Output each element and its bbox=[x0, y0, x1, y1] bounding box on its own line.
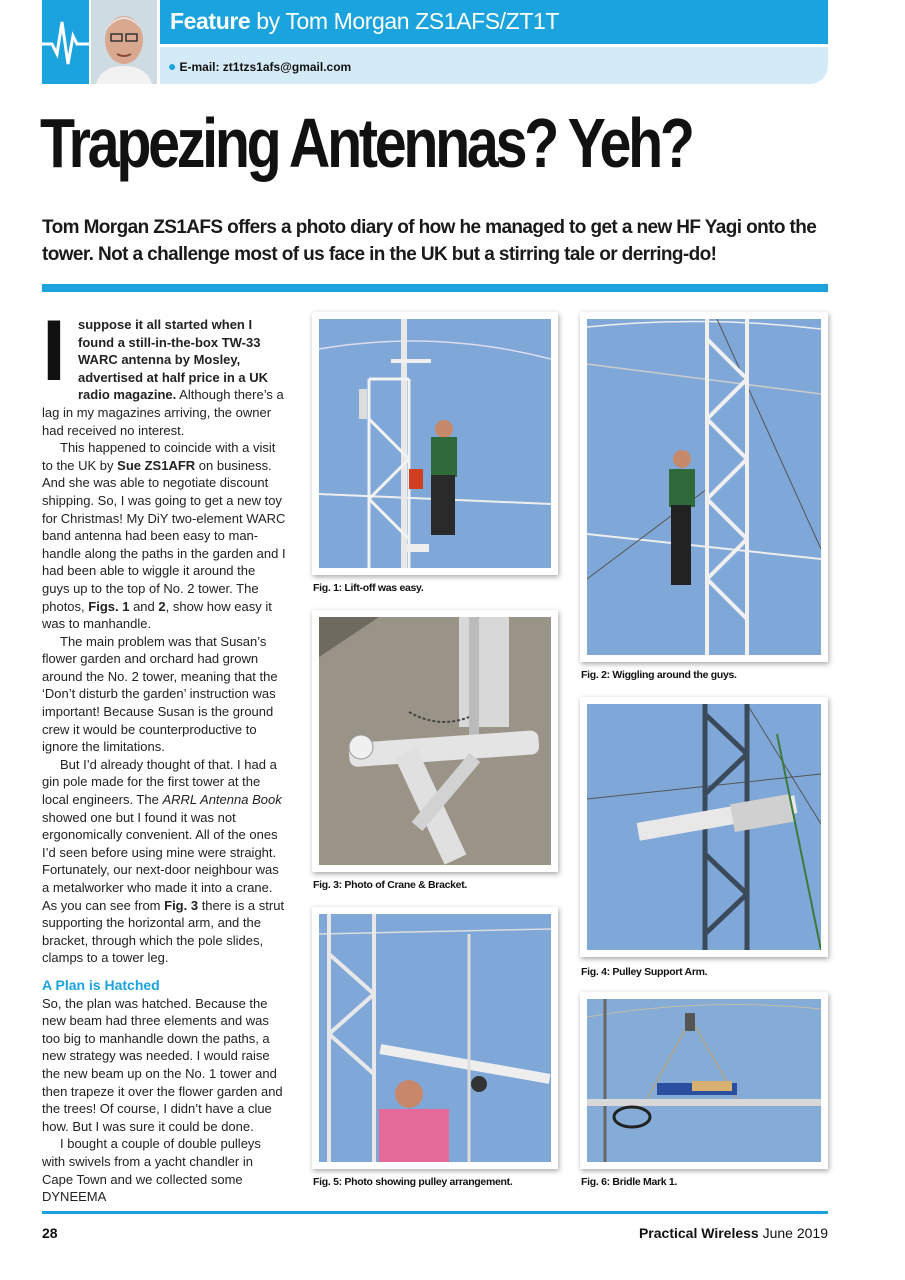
title-divider bbox=[42, 284, 828, 292]
figure-5-caption: Fig. 5: Photo showing pulley arrangement. bbox=[313, 1176, 513, 1188]
figure-5 bbox=[312, 907, 558, 1169]
drop-cap: I bbox=[42, 303, 66, 399]
author-email[interactable]: ● E-mail: zt1tzs1afs@gmail.com bbox=[168, 58, 352, 74]
contact-bar bbox=[160, 47, 828, 84]
feature-waveform-icon bbox=[42, 0, 89, 84]
bullet-icon: ● bbox=[168, 58, 177, 74]
paragraph-6: I bought a couple of double pulleys with swivels from a yacht chandler in Cape Town and we collected some DYNEEMA bbox=[42, 1136, 261, 1205]
figure-1 bbox=[312, 312, 558, 575]
footer-divider bbox=[42, 1211, 828, 1214]
author-photo bbox=[91, 0, 157, 84]
figure-3-caption: Fig. 3: Photo of Crane & Bracket. bbox=[313, 879, 468, 891]
paragraph-1: I suppose it all started when I found a still-in-the-box TW-33 WARC antenna by Mosley, advertised at half price in a UK radio magazine. Although there’s a lag in my magazines arriving, the owner had received no interest. bbox=[42, 303, 284, 438]
feature-header-bar bbox=[160, 0, 828, 44]
figure-1-photo bbox=[319, 319, 551, 568]
figure-6 bbox=[580, 992, 828, 1169]
figure-4-caption: Fig. 4: Pulley Support Arm. bbox=[581, 966, 708, 978]
feature-byline: Feature by Tom Morgan ZS1AFS/ZT1T bbox=[170, 8, 560, 34]
figure-6-photo bbox=[587, 999, 821, 1162]
subheading: A Plan is Hatched bbox=[42, 976, 160, 993]
paragraph-5: So, the plan was hatched. Because the new beam had three elements and was too big to manhandle down the paths, a new strategy was needed. I would raise the new beam up on the No. 1 tower and then trapeze it over the flower garden and the trees! Of course, I didn’t have a clue how. But I was sure it could be done. bbox=[42, 995, 283, 1134]
figure-4 bbox=[580, 697, 828, 957]
figure-2-caption: Fig. 2: Wiggling around the guys. bbox=[581, 669, 737, 681]
figure-4-photo bbox=[587, 704, 821, 950]
figure-2 bbox=[580, 312, 828, 662]
figure-3-photo bbox=[319, 617, 551, 865]
article-standfirst: Tom Morgan ZS1AFS offers a photo diary of how he managed to get a new HF Yagi onto the tower. Not a challenge most of us face in the UK but a stirring tale or derring-do! bbox=[42, 217, 817, 265]
page-number: 28 bbox=[42, 1225, 58, 1241]
article-title: Trapezing Antennas? Yeh? bbox=[40, 104, 692, 182]
paragraph-4: But I’d already thought of that. I had a gin pole made for the first tower at the local engineers. The ARRL Antenna Book showed one but I found it was not ergonomically convenient. All of the ones I’d seen before using mine were straight. Fortunately, our next-door neighbour was a metalworker who made it into a crane. As you can see from Fig. 3 there is a strut supporting the horizontal arm, and the bracket, through which the pole slides, clamps to a tower leg. bbox=[42, 756, 285, 966]
paragraph-3: The main problem was that Susan’s flower garden and orchard had grown around the No. 2 tower, meaning that the ‘Don’t disturb the garden’ instruction was important! Because Susan is the ground crew it would be counterproductive to ignore the limitations. bbox=[42, 633, 278, 755]
figure-3 bbox=[312, 610, 558, 872]
figure-6-caption: Fig. 6: Bridle Mark 1. bbox=[581, 1176, 678, 1188]
article-body bbox=[42, 303, 286, 1206]
paragraph-2: This happened to coincide with a visit to the UK by Sue ZS1AFR on business. And she was able to negotiate discount shipping. So, I was going to get a new toy for Christmas! My DiY two-element WARC band antenna had been easy to man-handle along the paths in the garden and I had been able to wiggle it around the guys up to the top of No. 2 tower. The photos, Figs. 1 and 2, show how easy it was to manhandle. bbox=[42, 440, 286, 632]
figure-2-photo bbox=[587, 319, 821, 655]
figure-1-caption: Fig. 1: Lift-off was easy. bbox=[313, 582, 424, 594]
magazine-issue: Practical Wireless June 2019 bbox=[638, 1225, 828, 1241]
figure-5-photo bbox=[319, 914, 551, 1162]
